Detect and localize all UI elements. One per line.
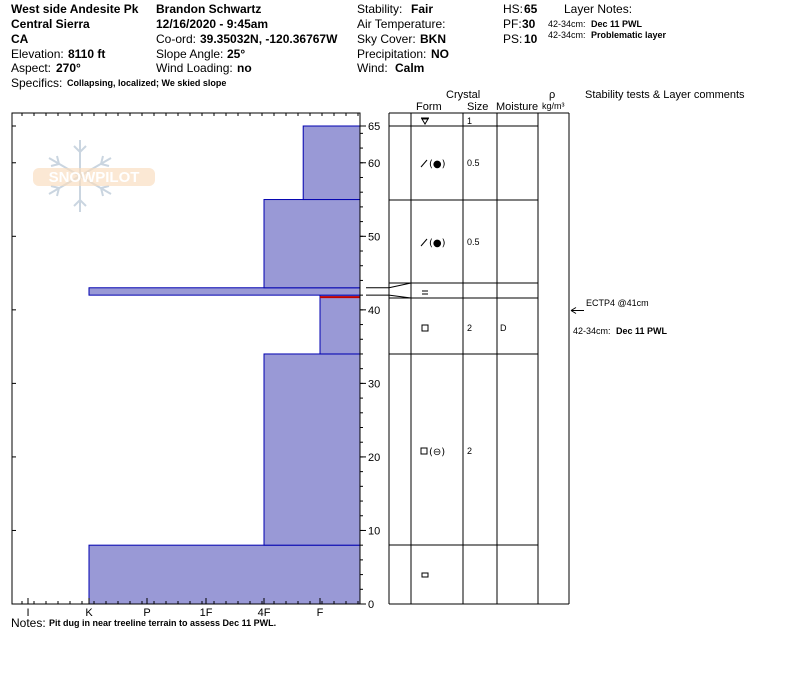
crystal-form-icon [421,159,446,170]
x-tick-label: 4F [257,607,271,619]
observer: Brandon Schwartz [156,2,262,16]
pf-label: PF: [503,17,522,31]
layer-connector [389,283,411,288]
x-tick-label: F [316,607,324,619]
crystal-form-icon [421,447,445,458]
hardness-profile [89,126,360,604]
hardness-layer-bar [320,295,360,354]
y-tick-label: 30 [368,378,381,391]
aspect-label: Aspect: [11,61,52,75]
moisture-header: Moisture [496,101,539,113]
stability-value: Fair [411,2,434,16]
crystal-form-icon [422,291,428,294]
size-value: 2 [467,446,473,456]
sky-value: BKN [420,32,446,46]
watermark-text: SNOWPILOT [48,169,140,186]
decomposing-icon [421,160,427,167]
coord-value: 39.35032N, -120.36767W [200,32,338,46]
hardness-layer-bar [264,354,360,545]
range: Central Sierra [11,17,90,31]
density-rho: ρ [549,89,556,101]
x-tick-label: I [26,607,30,619]
form-header: Form [416,101,442,113]
specifics-label: Specifics: [11,76,63,90]
density-unit: kg/m³ [542,101,565,111]
state: CA [11,32,29,46]
size-value: 0.5 [467,158,480,168]
elevation-label: Elevation: [11,47,64,61]
size-value: 1 [467,116,473,126]
rounded-small-icon [422,573,428,577]
slope-label: Slope Angle: [156,47,224,61]
notes-label: Notes: [11,616,46,630]
hardness-layer-bar [264,200,360,288]
hardness-layer-bar [89,545,360,604]
y-tick-label: 20 [368,451,381,464]
elevation-value: 8110 ft [68,47,106,61]
x-tick-label: P [143,607,151,619]
y-tick-label: 40 [368,304,381,317]
precip-label: Precipitation: [357,47,427,61]
air-temp-label: Air Temperature: [357,17,446,31]
layer-notes-title: Layer Notes: [564,2,633,16]
surface-hoar-icon [422,119,428,124]
faceted-icon [421,448,427,454]
crystal-table [366,113,584,604]
wind-loading-value: no [237,61,252,75]
y-tick-label: 65 [368,121,381,133]
snowpilot-watermark [33,140,155,212]
y-tick-label: 10 [368,525,381,538]
layer-comment-prefix: 42-34cm: [573,326,611,336]
wind-value: Calm [395,61,425,75]
wind-label: Wind: [357,61,388,75]
layer-note-depth: 42-34cm: [548,19,586,29]
datetime: 12/16/2020 - 9:45am [156,17,269,31]
layer-comment-text: Dec 11 PWL [616,326,668,336]
ps-label: PS: [503,32,523,46]
coord-label: Co-ord: [156,32,197,46]
rounding-facet-icon: (⊖) [429,447,446,458]
specifics-value: Collapsing, localized; We skied slope [67,78,227,88]
layer-note-depth: 42-34cm: [548,30,586,40]
y-tick-label: 50 [368,231,381,244]
hs-label: HS: [503,2,524,16]
layer-note-text: Problematic layer [591,30,667,40]
sky-label: Sky Cover: [357,32,416,46]
hardness-layer-bar [89,288,360,295]
precip-value: NO [431,47,449,61]
aspect-value: 270° [56,61,81,75]
crystal-form-icon [422,325,428,331]
size-value: 0.5 [467,237,480,247]
crystal-form-icon [421,238,446,249]
rounded-grain-icon: (●) [429,159,446,170]
size-header: Size [467,101,489,113]
y-tick-label: 60 [368,157,381,170]
slope-value: 25° [227,47,246,61]
stability-label: Stability: [357,2,403,16]
moisture-value: D [500,323,507,333]
rounded-grain-icon: (●) [429,238,446,249]
size-value: 2 [467,323,473,333]
y-tick-label: 0 [368,599,375,611]
crystal-header: Crystal [446,89,481,101]
x-tick-label: 1F [199,607,213,619]
hs-value: 65 [524,2,538,16]
ps-value: 10 [524,32,538,46]
crystal-form-icon [421,118,429,124]
wind-loading-label: Wind Loading: [156,61,233,75]
location: West side Andesite Pk [11,2,139,16]
layer-note-text: Dec 11 PWL [591,19,643,29]
decomposing-icon [421,239,427,246]
pf-value: 30 [522,17,536,31]
stability-comments-header: Stability tests & Layer comments [585,89,745,101]
faceted-icon [422,325,428,331]
hardness-layer-bar [303,126,360,200]
crystal-form-icon [422,573,428,577]
x-tick-label: K [85,607,93,619]
stability-test-label: ECTP4 @41cm [586,298,649,308]
notes-value: Pit dug in near treeline terrain to assess Dec 11 PWL. [49,618,277,628]
